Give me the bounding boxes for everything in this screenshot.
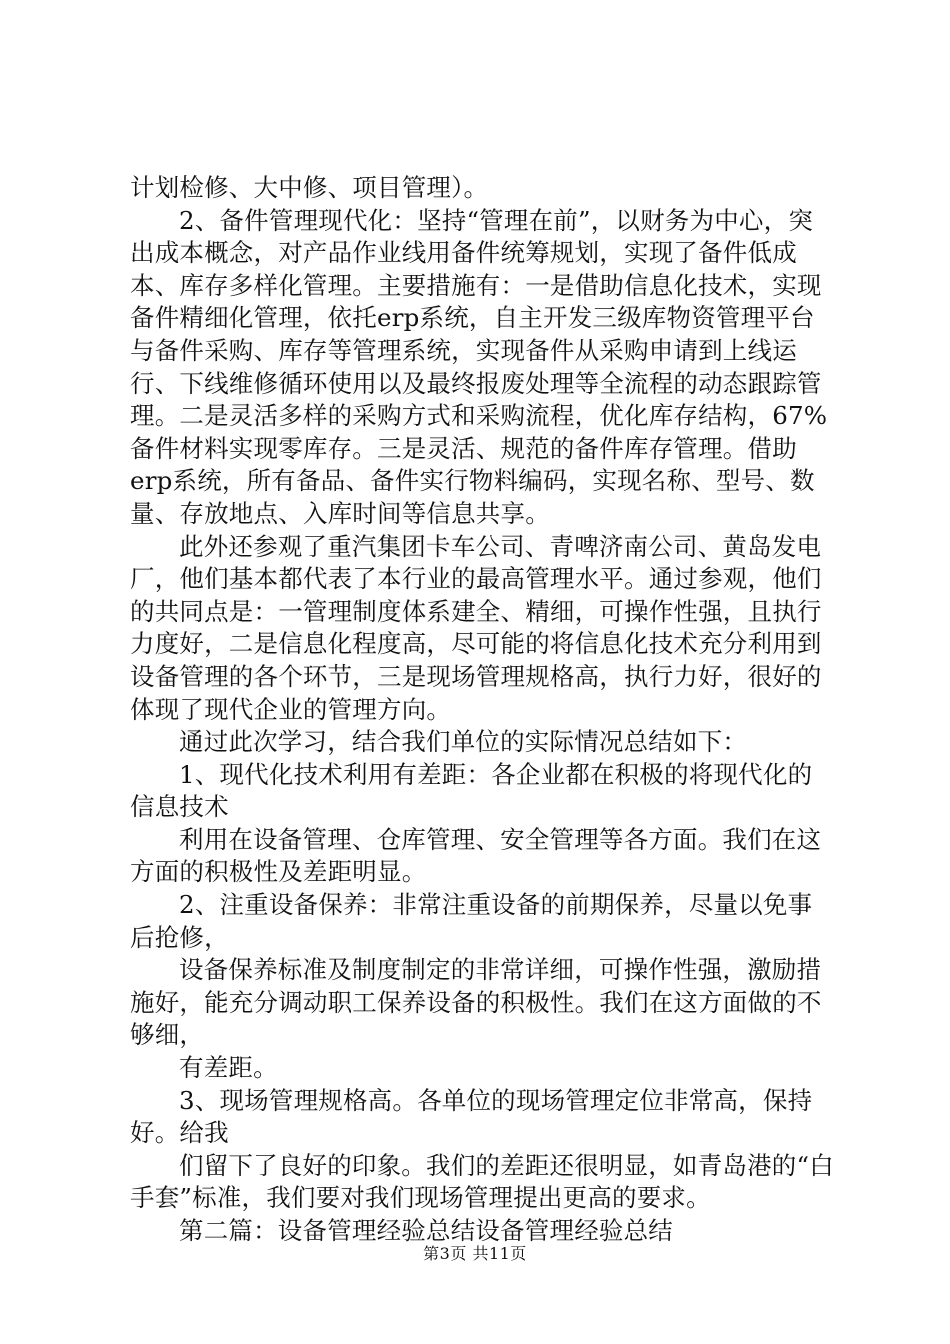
document-body <box>130 172 835 1248</box>
paragraph-3: 此外还参观了重汽集团卡车公司、青啤济南公司、黄岛发电厂，他们基本都代表了本行业的最高管理水平。通过参观，他们的共同点是：一管理制度体系建全、精细，可操作性强，且执行力度好，二是信息化程度高，尽可能的将信息化技术充分利用到设备管理的各个环节，三是现场管理规格高，执行力好，很好的体现了现代企业的管理方向。 <box>130 531 822 724</box>
paragraph-5: 1、现代化技术利用有差距：各企业都在积极的将现代化的信息技术 <box>130 759 813 822</box>
paragraph-8: 设备保养标准及制度制定的非常详细，可操作性强，激励措施好，能充分调动职工保养设备的积极性。我们在这方面做的不够细， <box>130 955 822 1050</box>
paragraph-4: 通过此次学习，结合我们单位的实际情况总结如下： <box>179 727 748 757</box>
paragraph-1: 计划检修、大中修、项目管理）。 <box>130 173 489 202</box>
paragraph-9: 有差距。 <box>179 1053 278 1083</box>
page-number-label: 第3页 共11页 <box>423 1244 527 1263</box>
paragraph-10: 3、现场管理规格高。各单位的现场管理定位非常高，保持好。给我 <box>130 1085 813 1148</box>
paragraph-6: 利用在设备管理、仓库管理、安全管理等各方面。我们在这方面的积极性及差距明显。 <box>130 824 822 887</box>
paragraph-11: 们留下了良好的印象。我们的差距还很明显，如青岛港的“白手套”标准，我们要对我们现场管理提出更高的要求。 <box>130 1150 834 1213</box>
page-footer <box>0 1244 950 1264</box>
paragraph-2: 2、备件管理现代化：坚持“管理在前”，以财务为中心，突出成本概念，对产品作业线用备件统筹规划，实现了备件低成本、库存多样化管理。主要措施有：一是借助信息化技术，实现备件精细化管理，依托erp系统，自主开发三级库物资管理平台与备件采购、库存等管理系统，实现备件从采购申请到上线运行、下线维修循环使用以及最终报废处理等全流程的动态跟踪管理。二是灵活多样的采购方式和采购流程，优化库存结构，67%备件材料实现零库存。三是灵活、规范的备件库存管理。借助erp系统，所有备品、备件实行物料编码，实现名称、型号、数量、存放地点、入库时间等信息共享。 <box>130 205 828 528</box>
paragraph-12: 第二篇：设备管理经验总结设备管理经验总结 <box>179 1216 673 1245</box>
paragraph-7: 2、注重设备保养：非常注重设备的前期保养，尽量以免事后抢修， <box>130 890 813 952</box>
